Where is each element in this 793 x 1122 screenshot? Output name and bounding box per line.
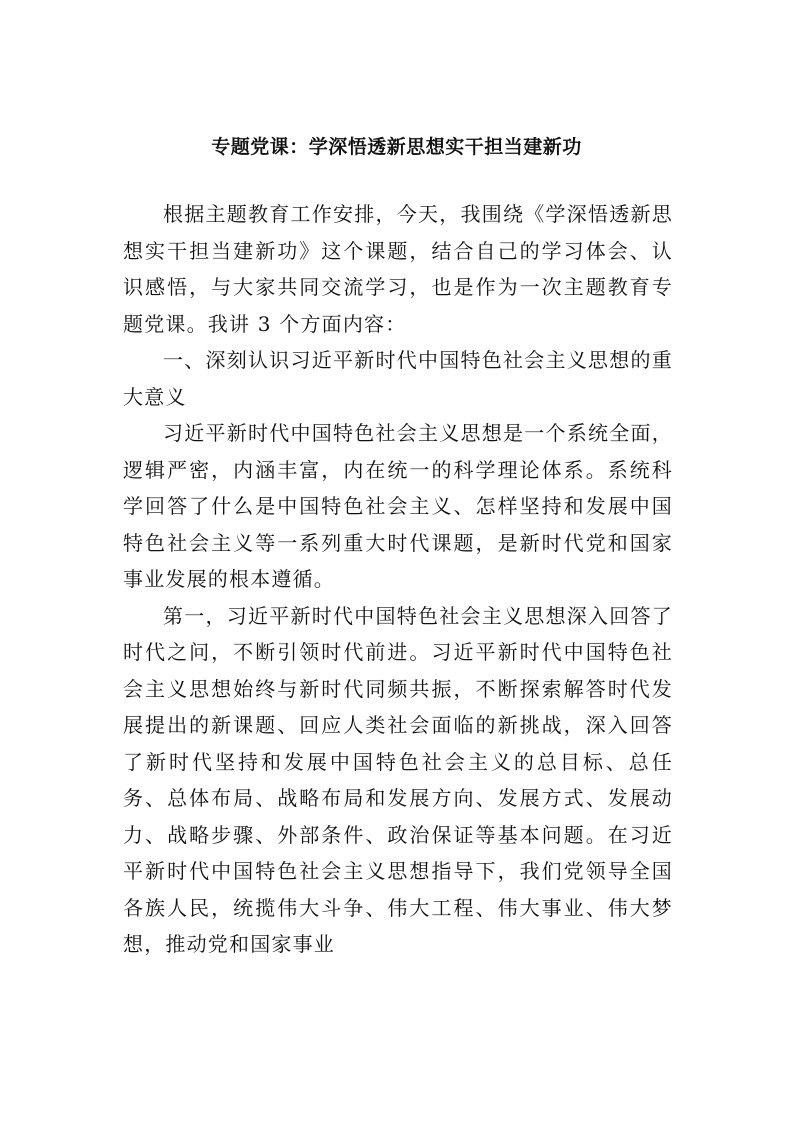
- body-paragraph: 第一，习近平新时代中国特色社会主义思想深入回答了时代之问，不断引领时代前进。习近平新时代中国特色社会主义思想始终与新时代同频共振，不断探索解答时代发展提出的新课题、回应人类社会面临的新挑战，深入回答了新时代坚持和发展中国特色社会主义的总目标、总任务、总体布局、战略布局和发展方向、发展方式、发展动力、战略步骤、外部条件、政治保证等基本问题。在习近平新时代中国特色社会主义思想指导下，我们党领导全国各族人民，统揽伟大斗争、伟大工程、伟大事业、伟大梦想，推动党和国家事业: [123, 603, 673, 956]
- section-heading: 一、深刻认识习近平新时代中国特色社会主义思想的重大意义: [123, 348, 673, 409]
- body-paragraph: 习近平新时代中国特色社会主义思想是一个系统全面，逻辑严密，内涵丰富，内在统一的科学理论体系。系统科学回答了什么是中国特色社会主义、怎样坚持和发展中国特色社会主义等一系列重大时代课题，是新时代党和国家事业发展的根本遵循。: [123, 421, 673, 591]
- document-body: [123, 196, 673, 963]
- document-title: 专题党课：学深悟透新思想实干担当建新功: [211, 136, 582, 158]
- intro-paragraph: 根据主题教育工作安排，今天，我围绕《学深悟透新思想实干担当建新功》这个课题，结合自己的学习体会、认识感悟，与大家共同交流学习，也是作为一次主题教育专题党课。我讲 3 个方面内容：: [123, 202, 673, 336]
